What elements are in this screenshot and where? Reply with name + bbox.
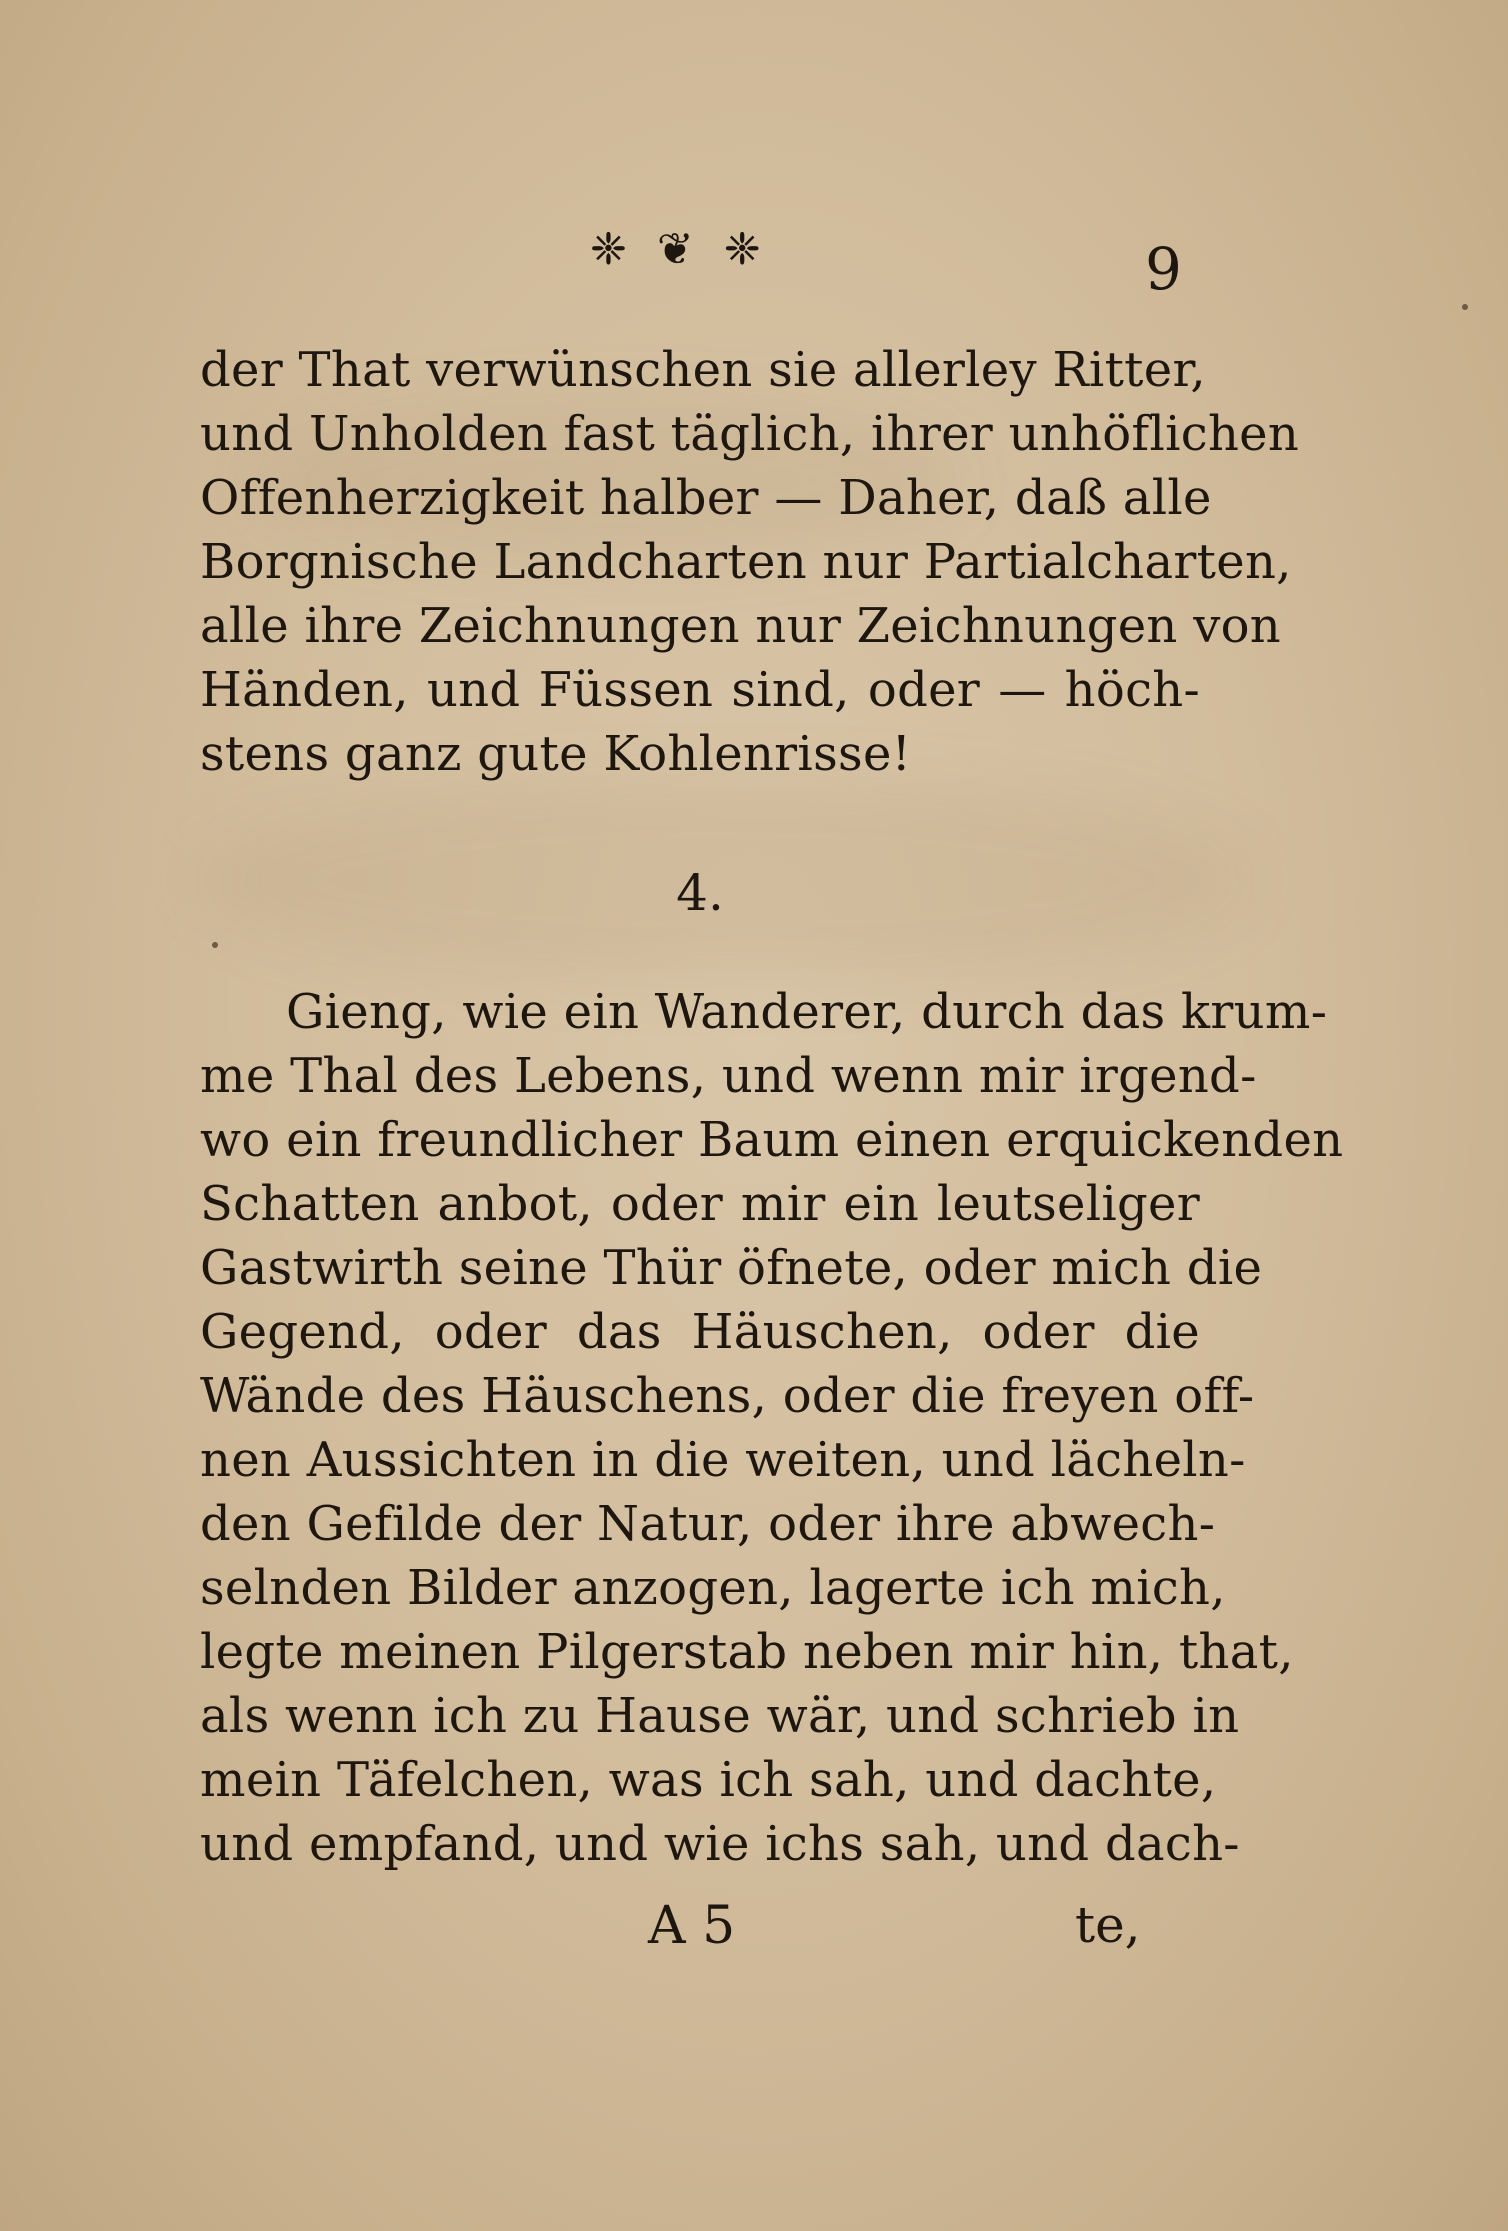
paragraph-section-4	[200, 980, 1344, 1876]
text-line: den Gefilde der Natur, oder ihre abwech-	[200, 1496, 1216, 1552]
text-line: und Unholden fast täglich, ihrer unhöflichen	[200, 406, 1300, 462]
catchword: te,	[1075, 1896, 1141, 1954]
section-number: 4.	[676, 864, 724, 922]
text-line: nen Aussichten in die weiten, und lächeln-	[200, 1432, 1246, 1488]
text-line: me Thal des Lebens, und wenn mir irgend-	[200, 1048, 1257, 1104]
text-line: Offenherzigkeit halber — Daher, daß alle	[200, 470, 1212, 526]
header-ornament	[590, 224, 761, 275]
paragraph-continued	[200, 338, 1300, 786]
text-line: selnden Bilder anzogen, lagerte ich mich,	[200, 1560, 1226, 1616]
text-line: Wände des Häuschens, oder die freyen off-	[200, 1368, 1255, 1424]
text-line: legte meinen Pilgerstab neben mir hin, that,	[200, 1624, 1294, 1680]
page-number: 9	[1145, 235, 1182, 303]
text-line: Schatten anbot, oder mir ein leutseliger	[200, 1176, 1200, 1232]
text-line: mein Täfelchen, was ich sah, und dachte,	[200, 1752, 1217, 1808]
text-line: der That verwünschen sie allerley Ritter,	[200, 342, 1206, 398]
paper-speck	[1462, 304, 1468, 310]
text-line: Borgnische Landcharten nur Partialcharten,	[200, 534, 1292, 590]
text-line: Gieng, wie ein Wanderer, durch das krum-	[286, 984, 1328, 1040]
ornament-star-icon: ❈	[590, 224, 627, 275]
text-line: Händen, und Füssen sind, oder — höch-	[200, 662, 1200, 718]
signature-mark: A 5	[648, 1896, 736, 1956]
text-line: als wenn ich zu Hause wär, und schrieb in	[200, 1688, 1240, 1744]
paper-speck	[212, 942, 218, 948]
text-line: alle ihre Zeichnungen nur Zeichnungen von	[200, 598, 1282, 654]
text-line: Gegend, oder das Häuschen, oder die	[200, 1304, 1200, 1360]
text-line: Gastwirth seine Thür öfnete, oder mich die	[200, 1240, 1263, 1296]
text-line: stens ganz gute Kohlenrisse!	[200, 726, 912, 782]
ornament-fleuron-icon: ❦	[656, 224, 694, 275]
ornament-star-icon: ❈	[723, 224, 761, 275]
text-line: wo ein freundlicher Baum einen erquickenden	[200, 1112, 1344, 1168]
text-line: und empfand, und wie ichs sah, und dach-	[200, 1816, 1240, 1872]
